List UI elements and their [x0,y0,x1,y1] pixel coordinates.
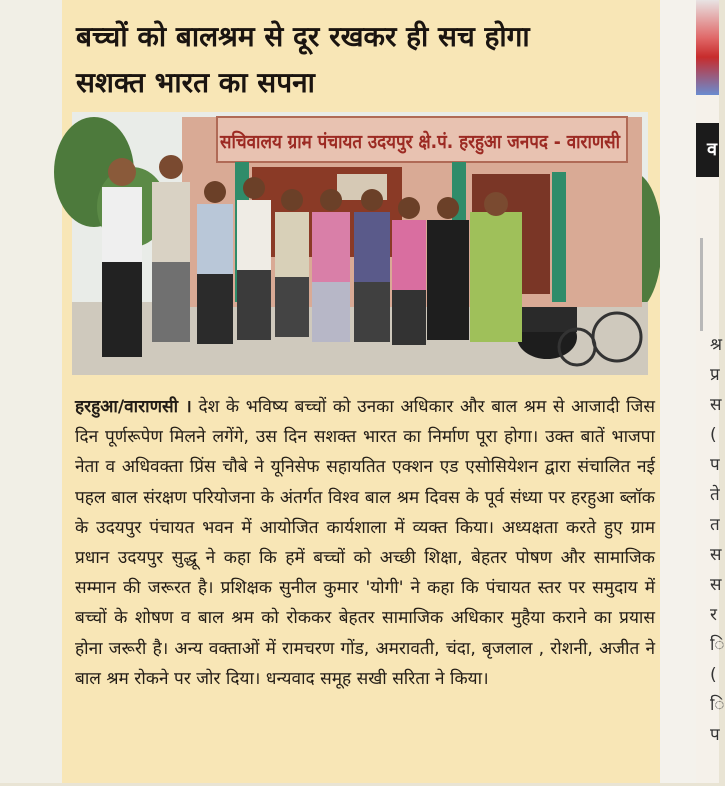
article-body [75,392,655,694]
article-body-text: देश के भविष्य बच्चों को उनका अधिकार और बाल श्रम से आजादी जिस दिन पूर्णरूपेण मिलने लगेंगे, उस दिन सशक्त भारत का निर्माण पूरा होगा। उक्त बातें भाजपा नेता व अधिवक्ता प्रिंस चौबे ने यूनिसेफ सहायतित एक्शन एड एसोसियेशन द्वारा संचालित नई पहल बाल संरक्षण परियोजना के अंतर्गत विश्व बाल श्रम दिवस के पूर्व संध्या पर हरहुआ ब्लॉक के उदयपुर पंचायत भवन में आयोजित कार्यशाला में व्यक्त किया। अध्यक्षता करते हुए ग्राम प्रधान उदयपुर सुद्धू ने कहा कि हमें बच्चों को अच्छी शिक्षा, बेहतर पोषण और सामाजिक सम्मान की जरूरत है। प्रशिक्षक सुनील कुमार 'योगी' ने कहा कि पंचायत स्तर पर समुदाय में बच्चों के शोषण व बाल श्रम को रोककर बेहतर सामाजिक अधिकार मुहैया कराने का प्रयास होना जरूरी है। अन्य वक्ताओं में रामचरण गोंड, अमरावती, चंदा, बृजलाल , रोशनी, अजीत ने बाल श्रम रोकने पर जोर दिया। धन्यवाद समूह सखी सरिता ने किया। [75,397,655,689]
building-sign-text: सचिवालय ग्राम पंचायत उदयपुर क्षे.पं. हरहुआ जनपद - वाराणसी [220,131,669,153]
page-gutter [660,0,696,783]
article-headline [76,14,636,106]
headline-line-1: बच्चों को बालश्रम से दूर रखकर ही सच होगा [76,20,530,53]
adjacent-column [696,0,725,783]
adjacent-photo-edge [696,0,719,95]
article-photo [72,112,669,375]
headline-line-2: सशक्त भारत का सपना [76,66,315,99]
adjacent-divider [700,238,703,331]
next-article-headline-cropped [75,772,655,786]
adjacent-column-header: व [696,123,719,177]
adjacent-column-text: श्र प्र स ( प ते त स स र ि ( ि प [710,335,725,745]
article-dateline: हरहुआ/वाराणसी । [75,397,192,417]
newspaper-clipping [62,0,669,783]
cropped-kicker-line [74,0,274,8]
left-page-margin [0,0,62,783]
